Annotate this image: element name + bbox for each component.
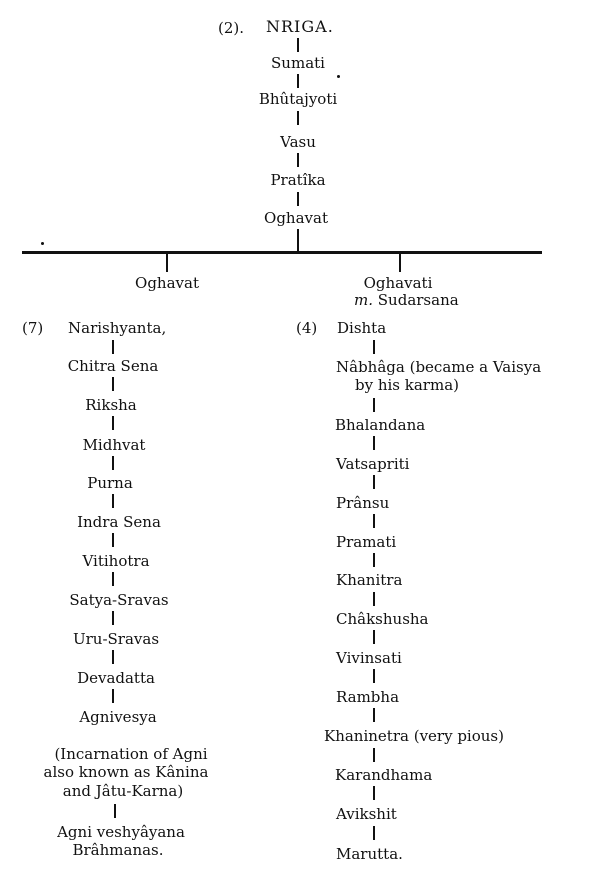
trunk-name-sumati: Sumati — [271, 54, 325, 72]
right-name: Khaninetra (very pious) — [324, 727, 504, 745]
left-note-line: also known as Kânina — [43, 763, 209, 781]
trunk-name-prattika: Pratîka — [270, 171, 326, 189]
connector — [373, 748, 375, 762]
connector — [373, 786, 375, 800]
left-name-narishyanta: Narishyanta, — [68, 319, 167, 337]
right-name: Vatsapriti — [336, 455, 410, 473]
right-name-nabhaga-note: by his karma) — [355, 376, 459, 394]
connector — [297, 38, 299, 52]
right-name-dishta: Dishta — [337, 319, 387, 337]
branch-right-spouse — [354, 292, 459, 309]
trunk-name-oghavat: Oghavat — [264, 209, 328, 227]
left-name: Agnivesya — [79, 708, 157, 726]
left-name: Indra Sena — [77, 513, 161, 531]
right-name: Marutta. — [336, 845, 403, 863]
spouse-name: Sudarsana — [377, 291, 459, 309]
connector — [297, 153, 299, 167]
connector — [297, 74, 299, 88]
right-name: Pramati — [336, 533, 397, 551]
connector — [373, 398, 375, 412]
connector — [112, 494, 114, 508]
connector — [297, 192, 299, 206]
right-name: Rambha — [336, 688, 400, 706]
branch-right-label: Oghavati — [363, 274, 433, 292]
branch-left-label: Oghavat — [135, 274, 199, 292]
left-name: Devadatta — [77, 669, 155, 687]
connector — [112, 611, 114, 625]
left-name: Uru-Sravas — [72, 630, 160, 648]
connector — [112, 650, 114, 664]
right-count: (4) — [296, 319, 318, 337]
connector — [373, 553, 375, 567]
right-name: Karandhama — [335, 766, 433, 784]
connector — [399, 254, 401, 272]
speck — [41, 242, 44, 245]
left-name: Chitra Sena — [67, 357, 159, 375]
header-number: (2). — [218, 19, 245, 37]
right-name: Bhalandana — [335, 416, 426, 434]
connector — [373, 514, 375, 528]
connector — [297, 111, 299, 125]
trunk-name-bhutajyoti: Bhûtajyoti — [258, 90, 338, 108]
connector — [112, 377, 114, 391]
connector — [112, 340, 114, 354]
connector — [112, 689, 114, 703]
left-name: Satya-Sravas — [69, 591, 169, 609]
connector — [114, 804, 116, 818]
connector — [373, 630, 375, 644]
connector — [373, 669, 375, 683]
trunk-name-vasu: Vasu — [280, 133, 316, 151]
left-name: Midhvat — [82, 436, 146, 454]
right-name: Vivinsati — [336, 649, 402, 667]
connector — [166, 254, 168, 272]
right-name: Châkshusha — [336, 610, 429, 628]
right-name: Prânsu — [336, 494, 390, 512]
connector — [112, 456, 114, 470]
connector — [297, 229, 299, 251]
left-name: Riksha — [85, 396, 137, 414]
connector — [373, 826, 375, 840]
left-name: Vitihotra — [82, 552, 150, 570]
left-note-line: (Incarnation of Agni — [54, 745, 208, 763]
connector — [373, 592, 375, 606]
connector — [373, 708, 375, 722]
branch-line — [22, 251, 542, 254]
connector — [373, 340, 375, 354]
spouse-prefix: m. — [354, 291, 373, 309]
connector — [112, 533, 114, 547]
connector — [373, 475, 375, 489]
left-name: Purna — [87, 474, 133, 492]
right-name-nabhaga: Nâbhâga (became a Vaisya — [336, 358, 542, 376]
left-last-line: Brâhmanas. — [72, 841, 164, 859]
connector — [112, 572, 114, 586]
header-title: NRIGA. — [266, 17, 334, 36]
left-note-line: and Jâtu-Karna) — [62, 782, 184, 800]
connector — [112, 416, 114, 430]
speck — [337, 75, 340, 78]
connector — [373, 436, 375, 450]
right-name: Avikshit — [336, 805, 397, 823]
left-count: (7) — [22, 319, 44, 337]
left-last-line: Agni veshyâyana — [57, 823, 185, 841]
right-name: Khanitra — [336, 571, 403, 589]
